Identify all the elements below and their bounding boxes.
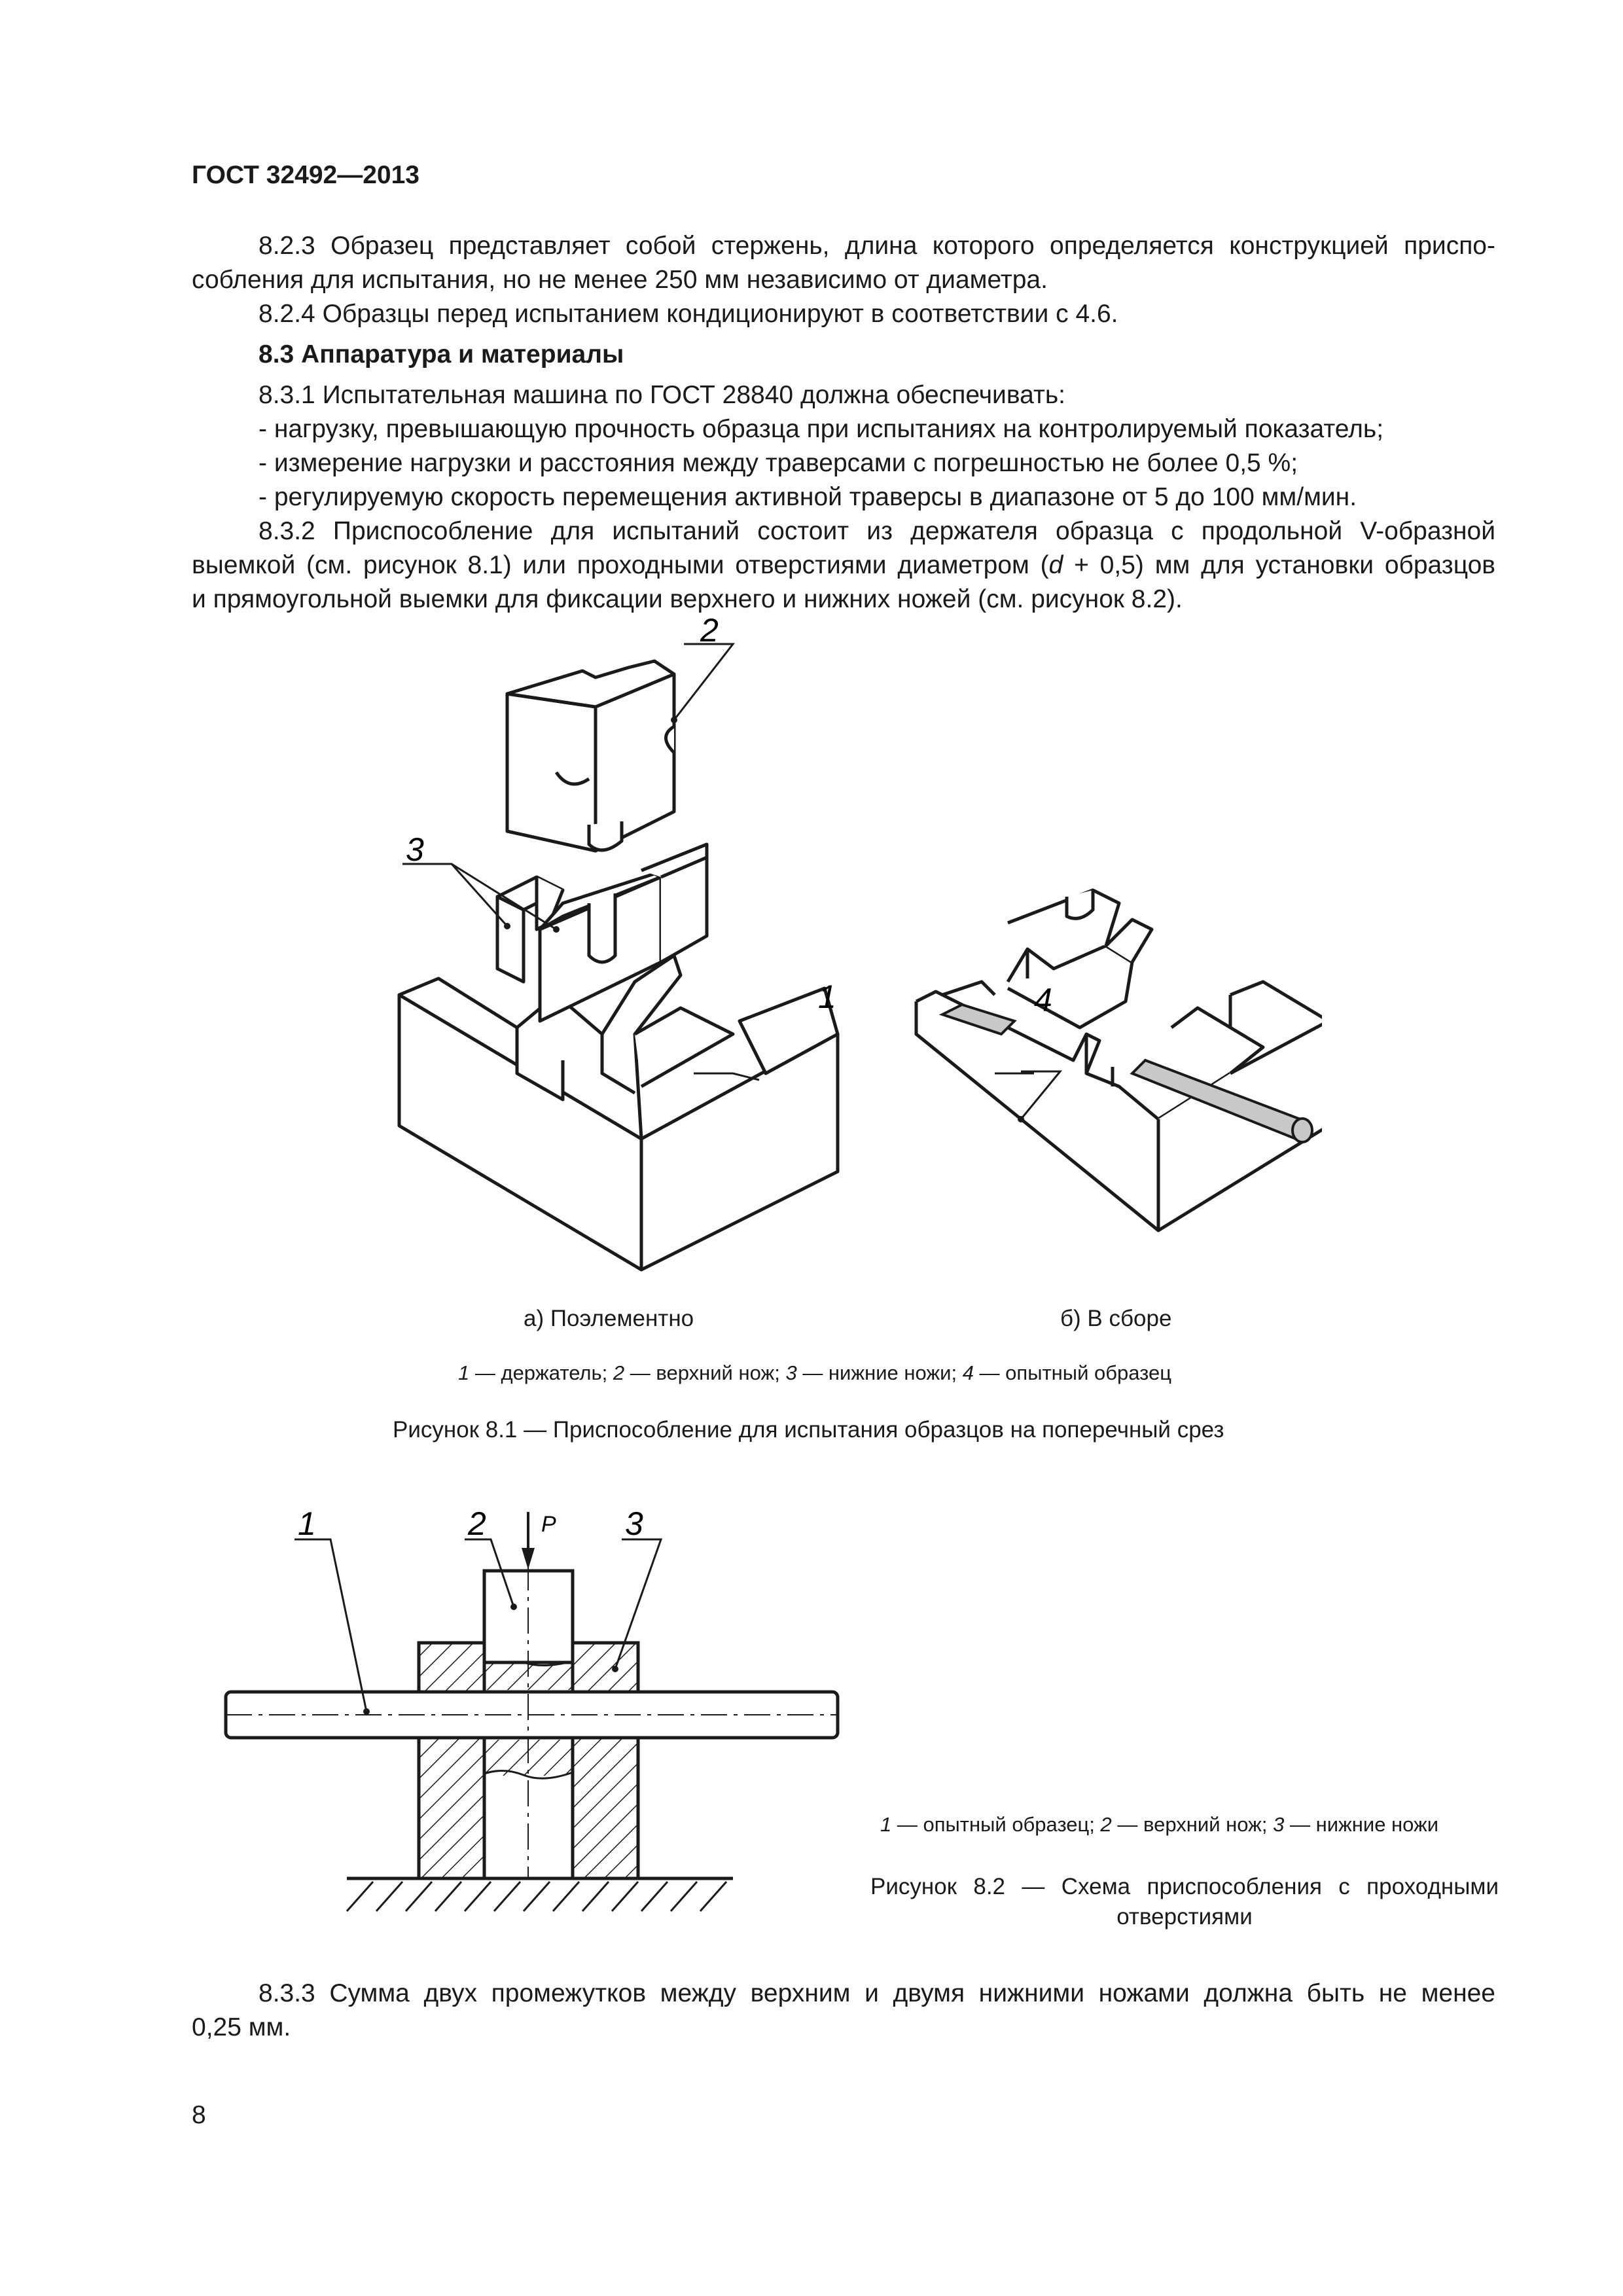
fig81-label-4: 4 bbox=[1034, 982, 1052, 1018]
fig82-legend-num-3: 3 bbox=[1273, 1813, 1285, 1836]
diameter-symbol: d bbox=[1048, 551, 1063, 579]
para-8-2-4: 8.2.4 Образцы перед испытанием кондиционируют в соответствии с 4.6. bbox=[259, 300, 1118, 328]
fig82-legend-text-2: — верхний нож; bbox=[1111, 1813, 1274, 1836]
fig81-label-3: 3 bbox=[406, 831, 424, 868]
legend-text-4: — опытный образец bbox=[973, 1361, 1171, 1384]
figure-8-2-drawing bbox=[216, 1492, 883, 1918]
fig81-caption: Рисунок 8.1 — Приспособление для испытания образцов на поперечный срез bbox=[393, 1417, 1224, 1443]
fig81-label-2: 2 bbox=[700, 615, 719, 649]
fig82-label-3: 3 bbox=[625, 1505, 643, 1542]
fig82-caption bbox=[870, 1872, 1499, 1932]
text-block-top bbox=[192, 229, 1495, 617]
fig81-legend bbox=[458, 1361, 1171, 1385]
legend-text-3: — нижние ножи; bbox=[796, 1361, 963, 1384]
fig82-legend bbox=[880, 1813, 1438, 1837]
para-8-3-2-line1: 8.3.2 Приспособление для испытаний состоит из держателя образца с продольной V-образной bbox=[259, 517, 1495, 545]
fig82-legend-text-3: — нижние ножи bbox=[1284, 1813, 1439, 1836]
fig82-caption-line1: Рисунок 8.2 — Схема приспособления с проходными bbox=[870, 1874, 1499, 1899]
fig82-force-label: P bbox=[541, 1512, 556, 1537]
fig82-label-2: 2 bbox=[468, 1505, 486, 1542]
legend-num-2: 2 bbox=[613, 1361, 625, 1384]
text-block-bottom bbox=[192, 1977, 1495, 2045]
holder-part bbox=[399, 956, 838, 1270]
para-8-3-3-line2: 0,25 мм. bbox=[192, 2013, 291, 2041]
legend-text-1: — держатель; bbox=[469, 1361, 613, 1384]
bullet-2: - измерение нагрузки и расстояния между траверсами с погрешностью не более 0,5 %; bbox=[259, 449, 1298, 477]
bullet-3: - регулируемую скорость перемещения активной траверсы в диапазоне от 5 до 100 мм/мин. bbox=[259, 483, 1357, 511]
legend-num-4: 4 bbox=[962, 1361, 974, 1384]
page-number: 8 bbox=[192, 2101, 206, 2129]
fig82-legend-num-1: 1 bbox=[880, 1813, 892, 1836]
fig81-label-1: 1 bbox=[818, 978, 836, 1015]
assembled-view bbox=[916, 890, 1322, 1230]
para-8-2-3-line2: собления для испытания, но не менее 250 мм независимо от диаметра. bbox=[192, 266, 1048, 294]
lower-knives bbox=[497, 844, 707, 1021]
fig82-legend-text-1: — опытный образец; bbox=[891, 1813, 1101, 1836]
para-8-3-2-line2 bbox=[192, 548, 1495, 583]
para-8-3-2-text-a: выемкой (см. рисунок 8.1) или проходными отверстиями диаметром ( bbox=[192, 551, 1049, 579]
para-8-3-3-line1: 8.3.3 Сумма двух промежутков между верхним и двумя нижними ножами должна быть не менее bbox=[259, 1979, 1495, 2007]
legend-num-1: 1 bbox=[458, 1361, 470, 1384]
legend-text-2: — верхний нож; bbox=[624, 1361, 786, 1384]
para-8-3-2-line3: и прямоугольной выемки для фиксации верхнего и нижних ножей (см. рисунок 8.2). bbox=[192, 585, 1183, 613]
figure-8-1-drawing bbox=[366, 615, 1322, 1302]
bullet-1: - нагрузку, превышающую прочность образца при испытаниях на контролируемый показатель; bbox=[259, 415, 1384, 443]
fig81-subcaption-b: б) В сборе bbox=[1060, 1306, 1172, 1331]
para-8-3-2-text-c: + 0,5) мм для установки образцов bbox=[1063, 551, 1495, 579]
fig82-label-1: 1 bbox=[298, 1505, 316, 1542]
fig81-subcaption-a: а) Поэлементно bbox=[524, 1306, 694, 1331]
para-8-2-3-line1: 8.2.3 Образец представляет собой стержень, длина которого определяется конструкцией приспо- bbox=[259, 232, 1495, 260]
section-heading-8-3: 8.3 Аппаратура и материалы bbox=[259, 340, 624, 368]
legend-num-3: 3 bbox=[785, 1361, 797, 1384]
fig82-caption-line2: отверстиями bbox=[1116, 1904, 1253, 1929]
upper-knife bbox=[507, 661, 674, 851]
document-header: ГОСТ 32492—2013 bbox=[192, 161, 419, 189]
fig82-legend-num-2: 2 bbox=[1100, 1813, 1112, 1836]
para-8-3-1: 8.3.1 Испытательная машина по ГОСТ 28840 должна обеспечивать: bbox=[259, 381, 1065, 409]
